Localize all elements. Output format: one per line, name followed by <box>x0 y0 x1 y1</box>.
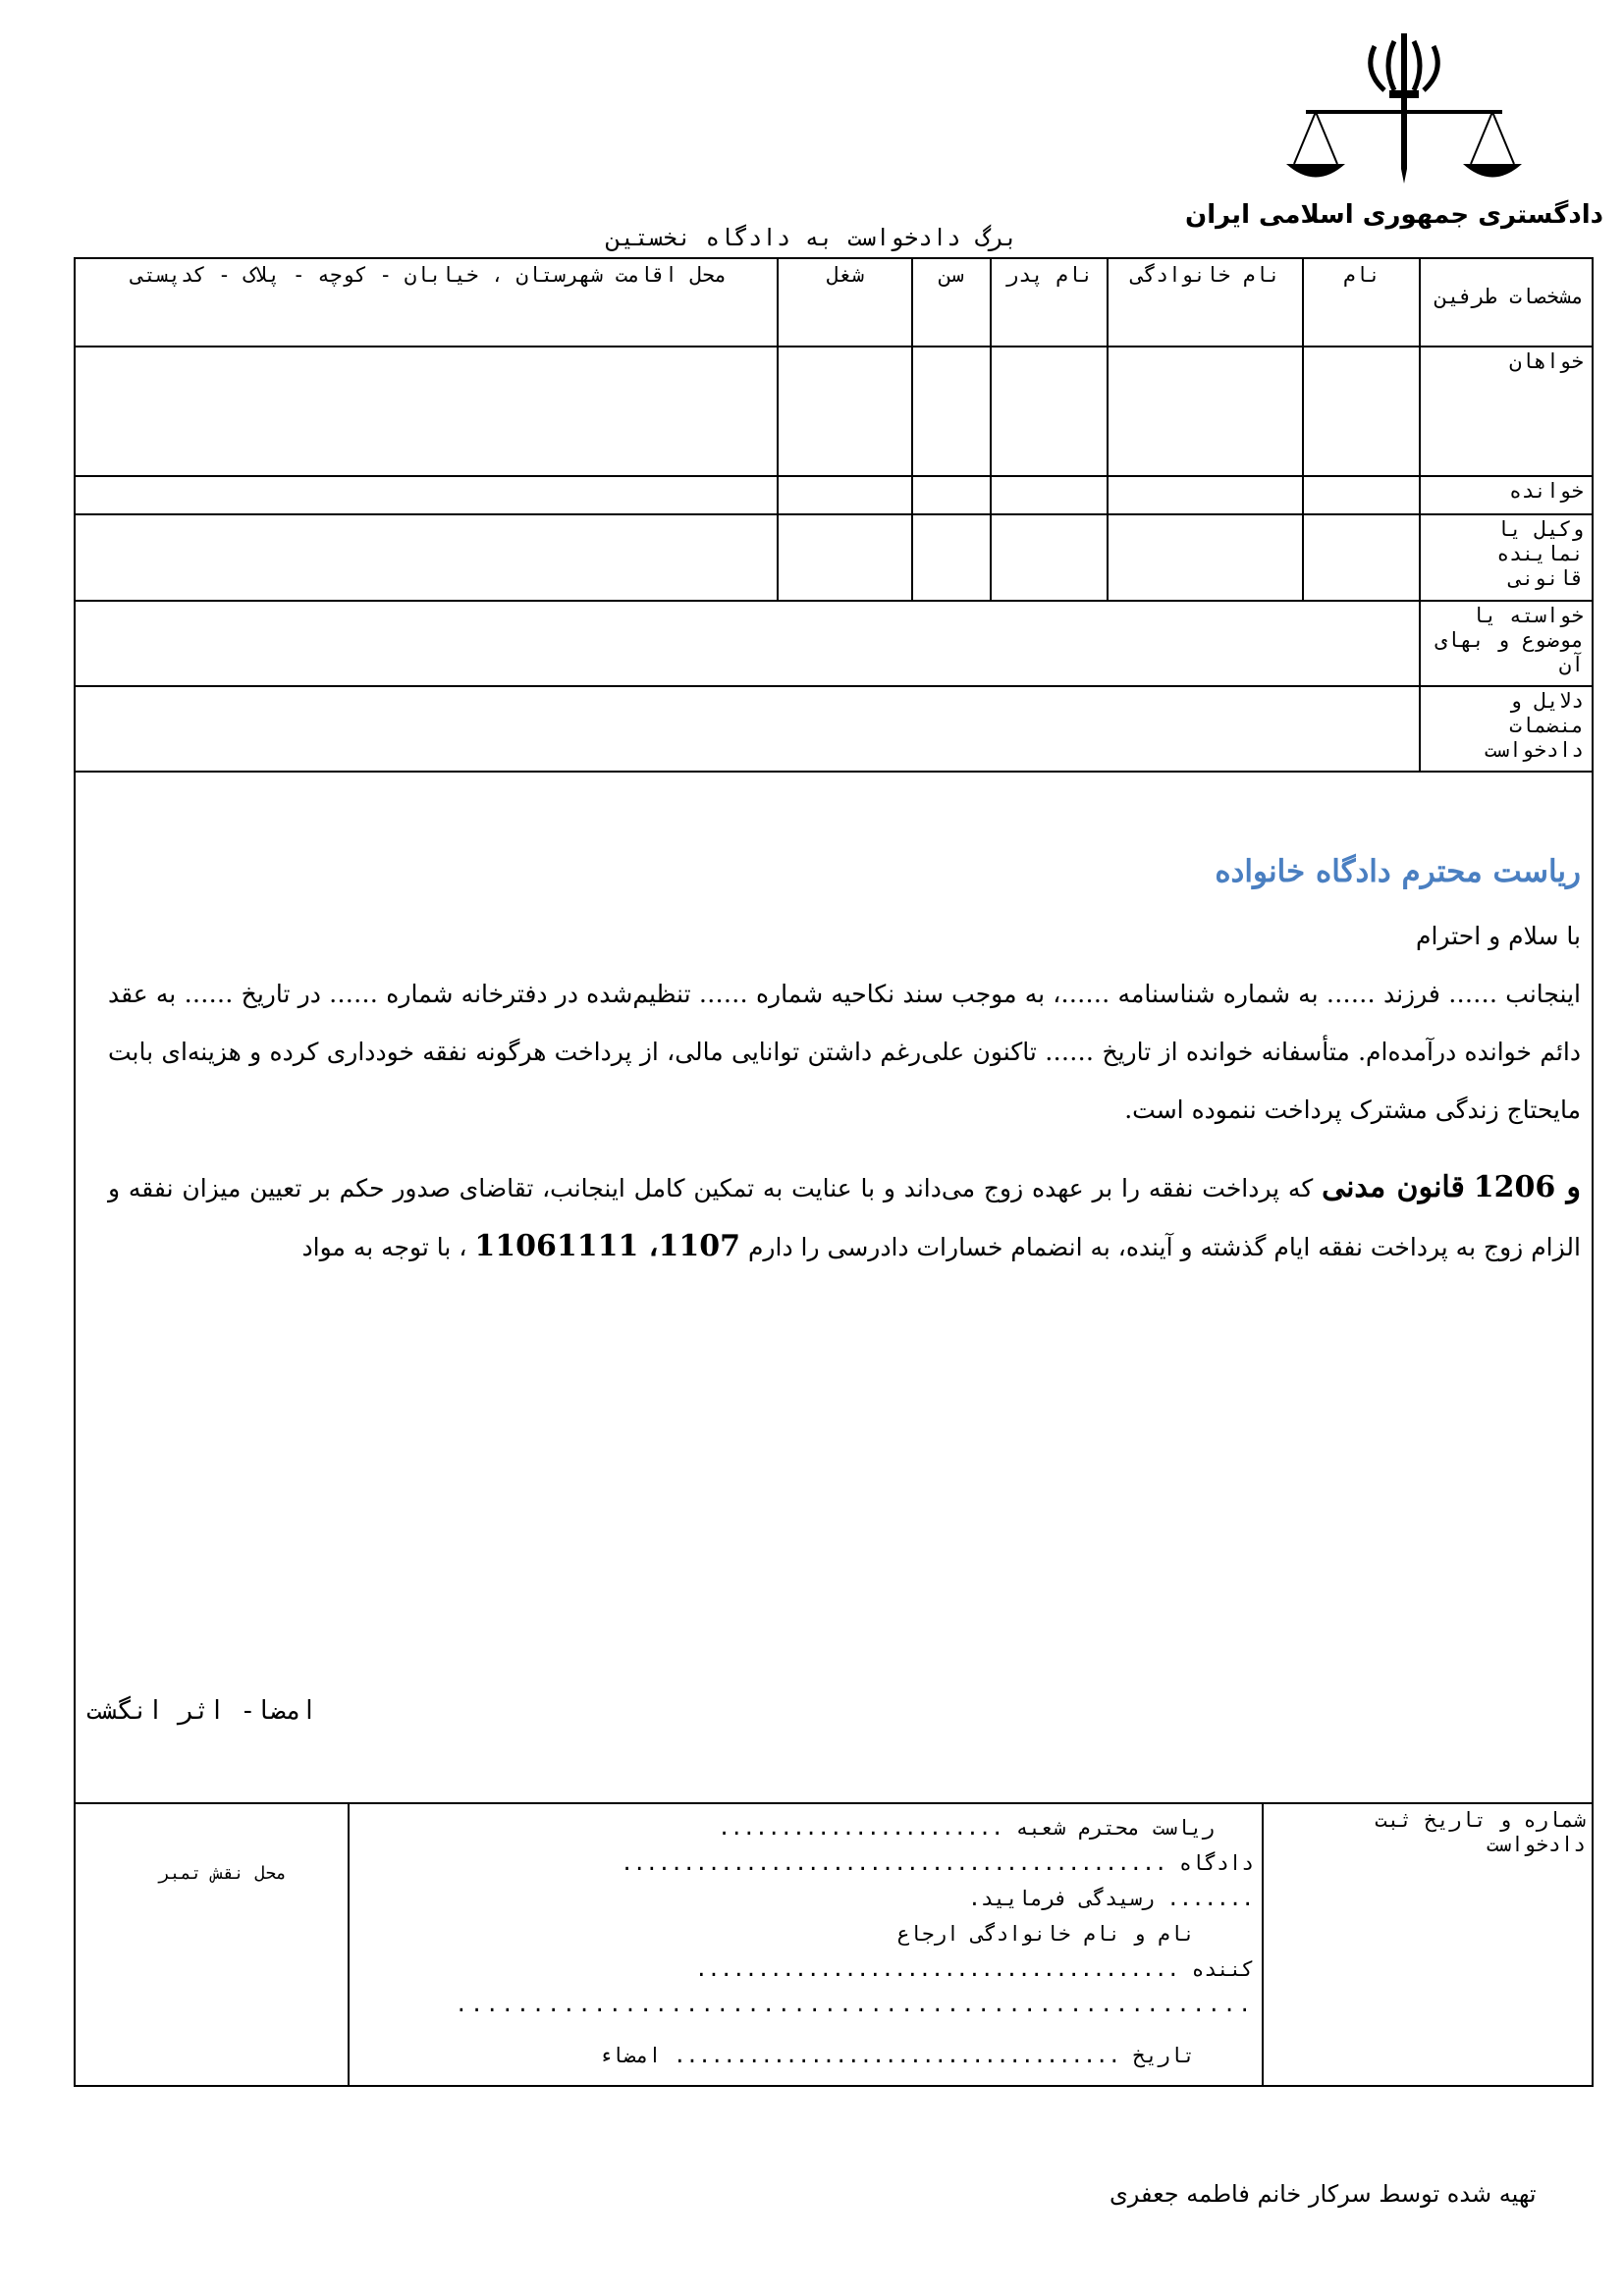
civil-law-label: قانون مدنی <box>1322 1170 1465 1204</box>
row-divider <box>76 685 1594 687</box>
header-father-name: نام پدر <box>1005 263 1094 287</box>
row-label-request: خواسته یا موضوع و بهای آن <box>1435 604 1584 676</box>
col-divider <box>911 259 913 602</box>
letter-paragraph-1: اینجانب …… فرزند …… به شماره شناسنامه ……، به موجب سند نکاحیه شماره …… تنظیم‌شده در دفترخانه شماره …… در تاریخ …… به عقد دائم خوانده درآمده‌ام. متأسفانه خوانده از تاریخ …… تاکنون علی‌رغم داشتن توانایی مالی، از پرداخت هرگونه نفقه خودداری کرده و هزینه‌ای بابت مایحتاج زندگی مشترک پرداخت ننموده است. <box>108 980 1581 1124</box>
paragraph-2-sep: ، <box>451 1233 467 1261</box>
row-label-defendant: خوانده <box>1509 479 1584 503</box>
stamp-place: محل نقش تمبر <box>158 1863 288 1884</box>
col-divider <box>348 1803 350 2087</box>
col-divider <box>1302 259 1304 602</box>
col-divider <box>1419 259 1421 773</box>
row-label-representative: وکیل یا نماینده قانونی <box>1496 517 1584 590</box>
article-last: و 1206 <box>1473 1170 1582 1204</box>
header-party-spec: مشخصات طرفین <box>1435 285 1584 308</box>
referral-line-dots: .................................................... <box>455 1993 1254 2016</box>
form-title: برگ دادخواست به دادگاه نخستین <box>606 224 1018 251</box>
header-job: شغل <box>827 263 864 287</box>
col-divider <box>990 259 992 602</box>
letter-paragraph-2 <box>108 1158 1581 1276</box>
row-label-plaintiff: خواهان <box>1509 349 1584 373</box>
judiciary-emblem <box>1185 22 1603 230</box>
referral-line-referrer: کننده ....................................... <box>695 1957 1254 1981</box>
letter-body <box>108 854 1581 1276</box>
header-residence: محل اقامت شهرستان ، خیابان - کوچه - پلاک - کدپستی <box>131 263 728 287</box>
prepared-by: تهیه شده توسط سرکار خانم فاطمه جعفری <box>1110 2180 1537 2208</box>
scales-of-justice-icon <box>1185 22 1603 230</box>
registration-number-date: شماره و تاریخ ثبت دادخواست <box>1375 1808 1586 1856</box>
row-divider <box>76 600 1594 602</box>
row-divider <box>76 1802 1594 1804</box>
row-label-evidence: دلایل و منضمات دادخواست <box>1484 689 1584 762</box>
referral-line-name: نام و نام خانوادگی ارجاع <box>896 1922 1195 1946</box>
row-divider <box>76 771 1594 773</box>
header-first-name: نام <box>1343 263 1380 287</box>
signature-fingerprint-label: امضا- اثر انگشت <box>86 1696 317 1726</box>
letter-heading: ریاست محترم دادگاه خانواده <box>1215 854 1581 889</box>
row-divider <box>76 475 1594 477</box>
article-numbers: 1107، 11061111 <box>474 1229 740 1263</box>
header-last-name: نام خانوادگی <box>1131 263 1280 287</box>
referral-block <box>355 1810 1254 2073</box>
letter-greeting: با سلام و احترام <box>1416 922 1581 950</box>
row-divider <box>76 346 1594 347</box>
col-divider <box>1262 1803 1264 2087</box>
row-divider <box>76 513 1594 515</box>
col-divider <box>777 259 779 602</box>
paragraph-2-pre: با توجه به مواد <box>301 1233 452 1261</box>
referral-line-court: دادگاه ............................................ <box>621 1851 1254 1875</box>
paragraph-2-text: که پرداخت نفقه را بر عهده زوج می‌داند و با عنایت به تمکین کامل اینجانب، تقاضای صدور حکم بر تعیین میزان نفقه و الزام زوج به پرداخت نفقه ایام گذشته و آینده، به انضمام خسارات دادرسی را دارم <box>108 1174 1581 1261</box>
referral-line-branch: ریاست محترم شعبه ....................... <box>718 1816 1215 1840</box>
col-divider <box>1107 259 1109 602</box>
referral-line-review: ....... رسیدگی فرمایید. <box>968 1887 1254 1910</box>
referral-line-date-sign: تاریخ .................................... امضاء <box>599 2044 1195 2067</box>
header-age: سن <box>939 263 964 287</box>
emblem-caption: دادگستری جمهوری اسلامی ایران <box>1185 200 1603 230</box>
